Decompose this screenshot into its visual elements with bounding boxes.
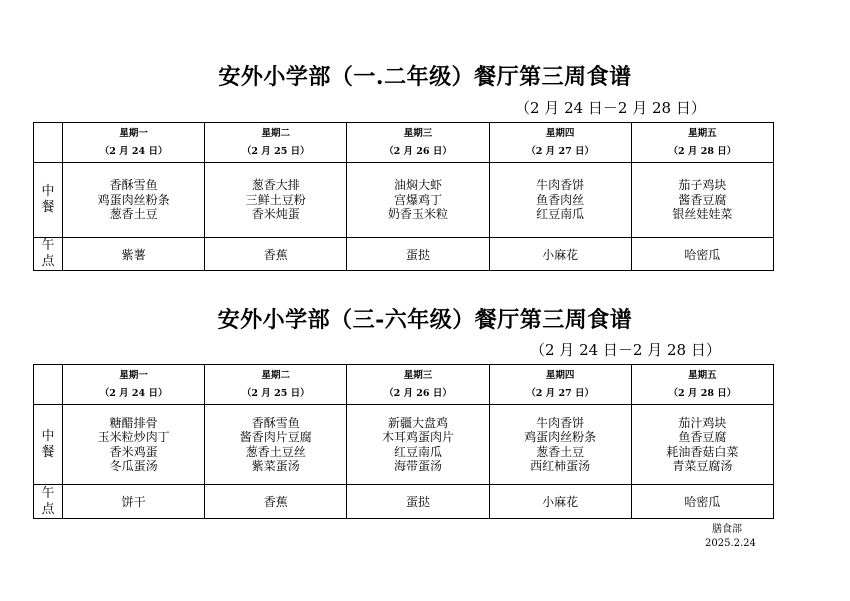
lunch-label-char: 中 — [41, 184, 55, 199]
snack-label-char: 点 — [41, 501, 55, 517]
snack-cell: 蛋挞 — [347, 485, 489, 519]
dish: 香酥雪鱼 — [251, 415, 300, 430]
lunch-label — [34, 405, 63, 485]
lunch-cell — [205, 163, 347, 238]
dish: 油焖大虾 — [393, 178, 442, 193]
dish: 鱼香肉丝 — [536, 192, 585, 207]
dish: 紫菜蛋汤 — [251, 459, 300, 473]
day-name: 星期四 — [545, 127, 575, 139]
snack-cell: 小麻花 — [489, 485, 631, 519]
dish: 葱香土豆 — [536, 444, 585, 459]
lunch-cell — [489, 405, 631, 485]
snack-label-char: 午 — [41, 238, 55, 253]
dish: 香米鸡蛋 — [109, 444, 158, 459]
day-date: （2 月 27 日） — [526, 145, 595, 157]
day-name: 星期一 — [119, 127, 148, 139]
snack-label — [34, 238, 63, 271]
day-date: （2 月 26 日） — [384, 387, 452, 399]
menu2-day-header — [489, 365, 631, 405]
menu1-date-range: （2 月 24 日－2 月 28 日） — [515, 99, 706, 117]
menu1-day-header — [631, 123, 773, 163]
lunch-cell — [631, 163, 773, 238]
dish: 银丝娃娃菜 — [672, 207, 733, 222]
dish: 西红柿蛋汤 — [530, 459, 591, 473]
menu1-lunch-row — [34, 163, 774, 238]
menu1-snack-row — [34, 238, 774, 271]
dish: 红豆南瓜 — [393, 444, 442, 459]
day-name: 星期三 — [403, 127, 433, 139]
dish: 鱼香豆腐 — [678, 430, 727, 444]
menu2-day-header — [63, 365, 205, 405]
day-date: （2 月 27 日） — [526, 387, 595, 399]
snack-cell: 小麻花 — [489, 238, 631, 271]
snack-cell: 香蕉 — [205, 238, 347, 271]
dish: 酱香肉片豆腐 — [239, 430, 312, 444]
lunch-cell — [489, 163, 631, 238]
dish: 鸡蛋肉丝粉条 — [524, 430, 597, 444]
day-date: （2 月 25 日） — [241, 387, 310, 399]
menu1-day-header — [489, 123, 631, 163]
dish: 耗油香菇白菜 — [666, 444, 739, 459]
day-name: 星期二 — [261, 127, 291, 139]
dish: 糖醋排骨 — [109, 415, 158, 430]
snack-cell: 哈密瓜 — [631, 485, 773, 519]
menu1-header-row — [34, 123, 774, 163]
menu1-corner-cell — [34, 123, 63, 163]
menu2-day-header — [347, 365, 489, 405]
dish: 冬瓜蛋汤 — [109, 459, 158, 473]
dish: 青菜豆腐汤 — [672, 459, 733, 473]
lunch-label-char: 餐 — [41, 444, 55, 460]
menu1-day-header — [63, 123, 205, 163]
menu2-header-row — [34, 365, 774, 405]
menu2-corner-cell — [34, 365, 63, 405]
dish: 宫爆鸡丁 — [393, 192, 442, 207]
snack-label-char: 午 — [41, 485, 55, 501]
dish: 香酥雪鱼 — [109, 178, 158, 193]
day-name: 星期三 — [403, 369, 433, 381]
menu2-snack-row — [34, 485, 774, 519]
snack-cell: 香蕉 — [205, 485, 347, 519]
dish: 鸡蛋肉丝粉条 — [97, 192, 170, 207]
menu2-day-header — [205, 365, 347, 405]
menu1-table — [33, 122, 774, 271]
day-date: （2 月 24 日） — [99, 145, 168, 157]
dish: 茄汁鸡块 — [678, 415, 727, 430]
lunch-cell — [63, 163, 205, 238]
dish: 牛肉香饼 — [536, 415, 585, 430]
menu2-table — [33, 364, 774, 519]
dish: 木耳鸡蛋肉片 — [381, 430, 454, 444]
dish: 茄子鸡块 — [678, 178, 727, 193]
department-signature: 膳食部 — [712, 524, 742, 535]
menu2-lunch-row — [34, 405, 774, 485]
signature-date: 2025.2.24 — [705, 538, 756, 549]
day-name: 星期五 — [688, 127, 717, 139]
lunch-cell — [631, 405, 773, 485]
lunch-label-char: 中 — [41, 428, 55, 444]
menu1-day-header — [205, 123, 347, 163]
day-date: （2 月 28 日） — [668, 387, 737, 399]
day-date: （2 月 28 日） — [668, 145, 737, 157]
lunch-label — [34, 163, 63, 238]
snack-label-char: 点 — [41, 254, 55, 269]
day-date: （2 月 24 日） — [99, 387, 168, 399]
dish: 奶香玉米粒 — [387, 207, 448, 222]
dish: 海带蛋汤 — [393, 459, 442, 473]
menu2-date-range: （2 月 24 日－2 月 28 日） — [530, 341, 721, 359]
lunch-cell — [63, 405, 205, 485]
dish: 葱香大排 — [251, 178, 300, 193]
dish: 玉米粒炒肉丁 — [97, 430, 170, 444]
dish: 葱香土豆 — [109, 207, 158, 222]
lunch-cell — [347, 405, 489, 485]
dish: 香米炖蛋 — [251, 207, 300, 222]
lunch-label-char: 餐 — [41, 200, 55, 215]
day-name: 星期五 — [688, 369, 717, 381]
dish: 酱香豆腐 — [678, 192, 727, 207]
dish: 葱香土豆丝 — [245, 444, 306, 459]
snack-cell: 哈密瓜 — [631, 238, 773, 271]
dish: 新疆大盘鸡 — [387, 415, 448, 430]
day-name: 星期二 — [261, 369, 291, 381]
snack-cell: 饼干 — [63, 485, 205, 519]
dish: 三鲜土豆粉 — [245, 192, 306, 207]
menu1-day-header — [347, 123, 489, 163]
snack-label — [34, 485, 63, 519]
dish: 牛肉香饼 — [536, 178, 585, 193]
menu2-title: 安外小学部（三-六年级）餐厅第三周食谱 — [217, 307, 633, 333]
snack-cell: 紫薯 — [63, 238, 205, 271]
dish: 红豆南瓜 — [536, 207, 585, 222]
day-name: 星期四 — [545, 369, 575, 381]
lunch-cell — [347, 163, 489, 238]
day-date: （2 月 25 日） — [241, 145, 310, 157]
lunch-cell — [205, 405, 347, 485]
day-name: 星期一 — [119, 369, 148, 381]
menu2-day-header — [631, 365, 773, 405]
day-date: （2 月 26 日） — [384, 145, 452, 157]
menu1-title: 安外小学部（一.二年级）餐厅第三周食谱 — [218, 64, 632, 90]
snack-cell: 蛋挞 — [347, 238, 489, 271]
